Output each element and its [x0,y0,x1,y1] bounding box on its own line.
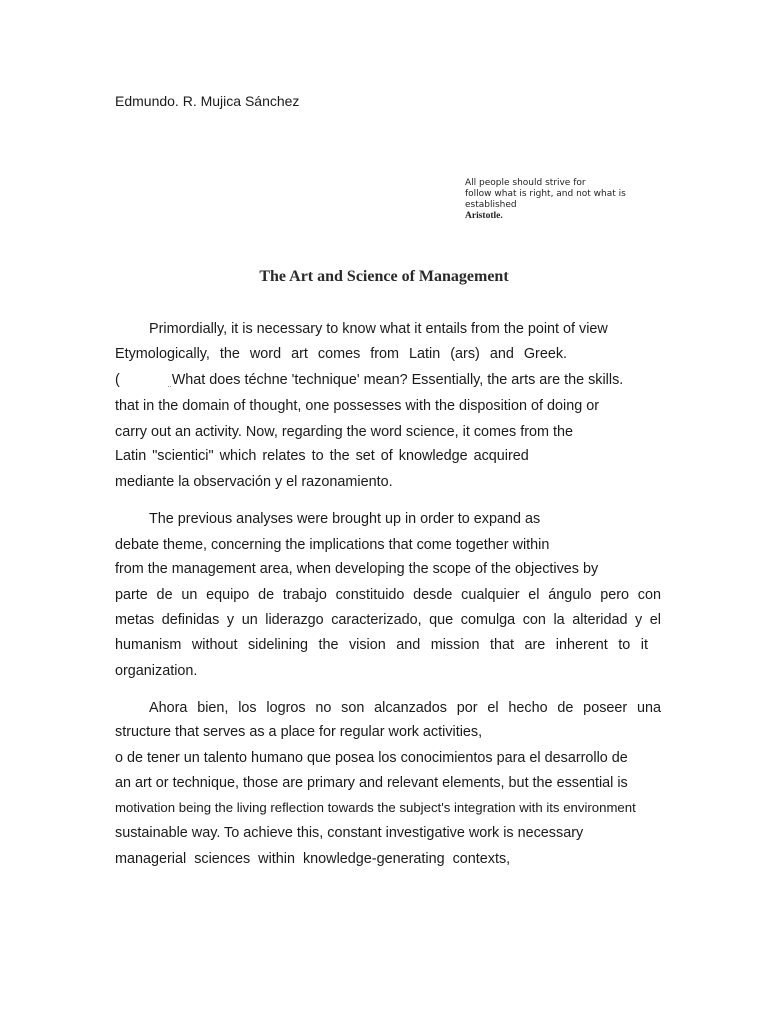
paragraph-2-line: debate theme, concerning the implications that come together within [115,537,550,553]
paragraph-3-line: an art or technique, those are primary and relevant elements, but the essential is [115,775,628,791]
paragraph-2-line: from the management area, when developing the scope of the objectives by [115,561,599,577]
epigraph-line: follow what is right, and not what is [465,189,626,199]
paragraph-3-line: motivation being the living reflection towards the subject's integration with its environment [115,800,636,815]
paragraph-2-line: The previous analyses were brought up in order to expand as [149,511,541,527]
paragraph-1-line [115,371,623,395]
dots-mark: .. [167,382,172,389]
paragraph-1-line: that in the domain of thought, one possesses with the disposition of doing or [115,398,599,414]
paragraph-1-line: Etymologically, the word art comes from Latin (ars) and Greek. [115,346,568,362]
paragraph-1-line: carry out an activity. Now, regarding the word science, it comes from the [115,424,574,440]
paragraph-3-line: managerial sciences within knowledge-generating contexts, [115,851,511,867]
open-paren: ( [115,372,120,388]
epigraph-quote [465,178,665,222]
document-title: The Art and Science of Management [259,268,509,285]
paragraph-1-line: Latin "scientici" which relates to the set of knowledge acquired [115,448,529,464]
paragraph-2-line: humanism without sidelining the vision and mission that are inherent to it [115,637,648,653]
paragraph-3-line: Ahora bien, los logros no son alcanzados por el hecho de poseer una [149,700,661,716]
paragraph-1-line: Primordially, it is necessary to know what it entails from the point of view [149,321,608,337]
paragraph-2-line: parte de un equipo de trabajo constituido desde cualquier el ángulo pero con [115,587,661,603]
paragraph-3-line: sustainable way. To achieve this, constant investigative work is necessary [115,825,584,841]
paragraph-1-text: What does téchne 'technique' mean? Essentially, the arts are the skills. [171,372,624,388]
epigraph-line: All people should strive for [465,178,586,188]
paragraph-3-line: structure that serves as a place for regular work activities, [115,724,483,740]
paragraph-1-line: mediante la observación y el razonamiento. [115,474,393,490]
paragraph-3-line: o de tener un talento humano que posea los conocimientos para el desarrollo de [115,750,628,766]
paragraph-2-line: organization. [115,663,198,679]
paragraph-2-line: metas definidas y un liderazgo caracterizado, que comulga con la alteridad y el [115,612,661,628]
epigraph-source: Aristotle. [465,211,503,221]
epigraph-line: established [465,200,517,210]
author-name: Edmundo. R. Mujica Sánchez [115,93,300,109]
